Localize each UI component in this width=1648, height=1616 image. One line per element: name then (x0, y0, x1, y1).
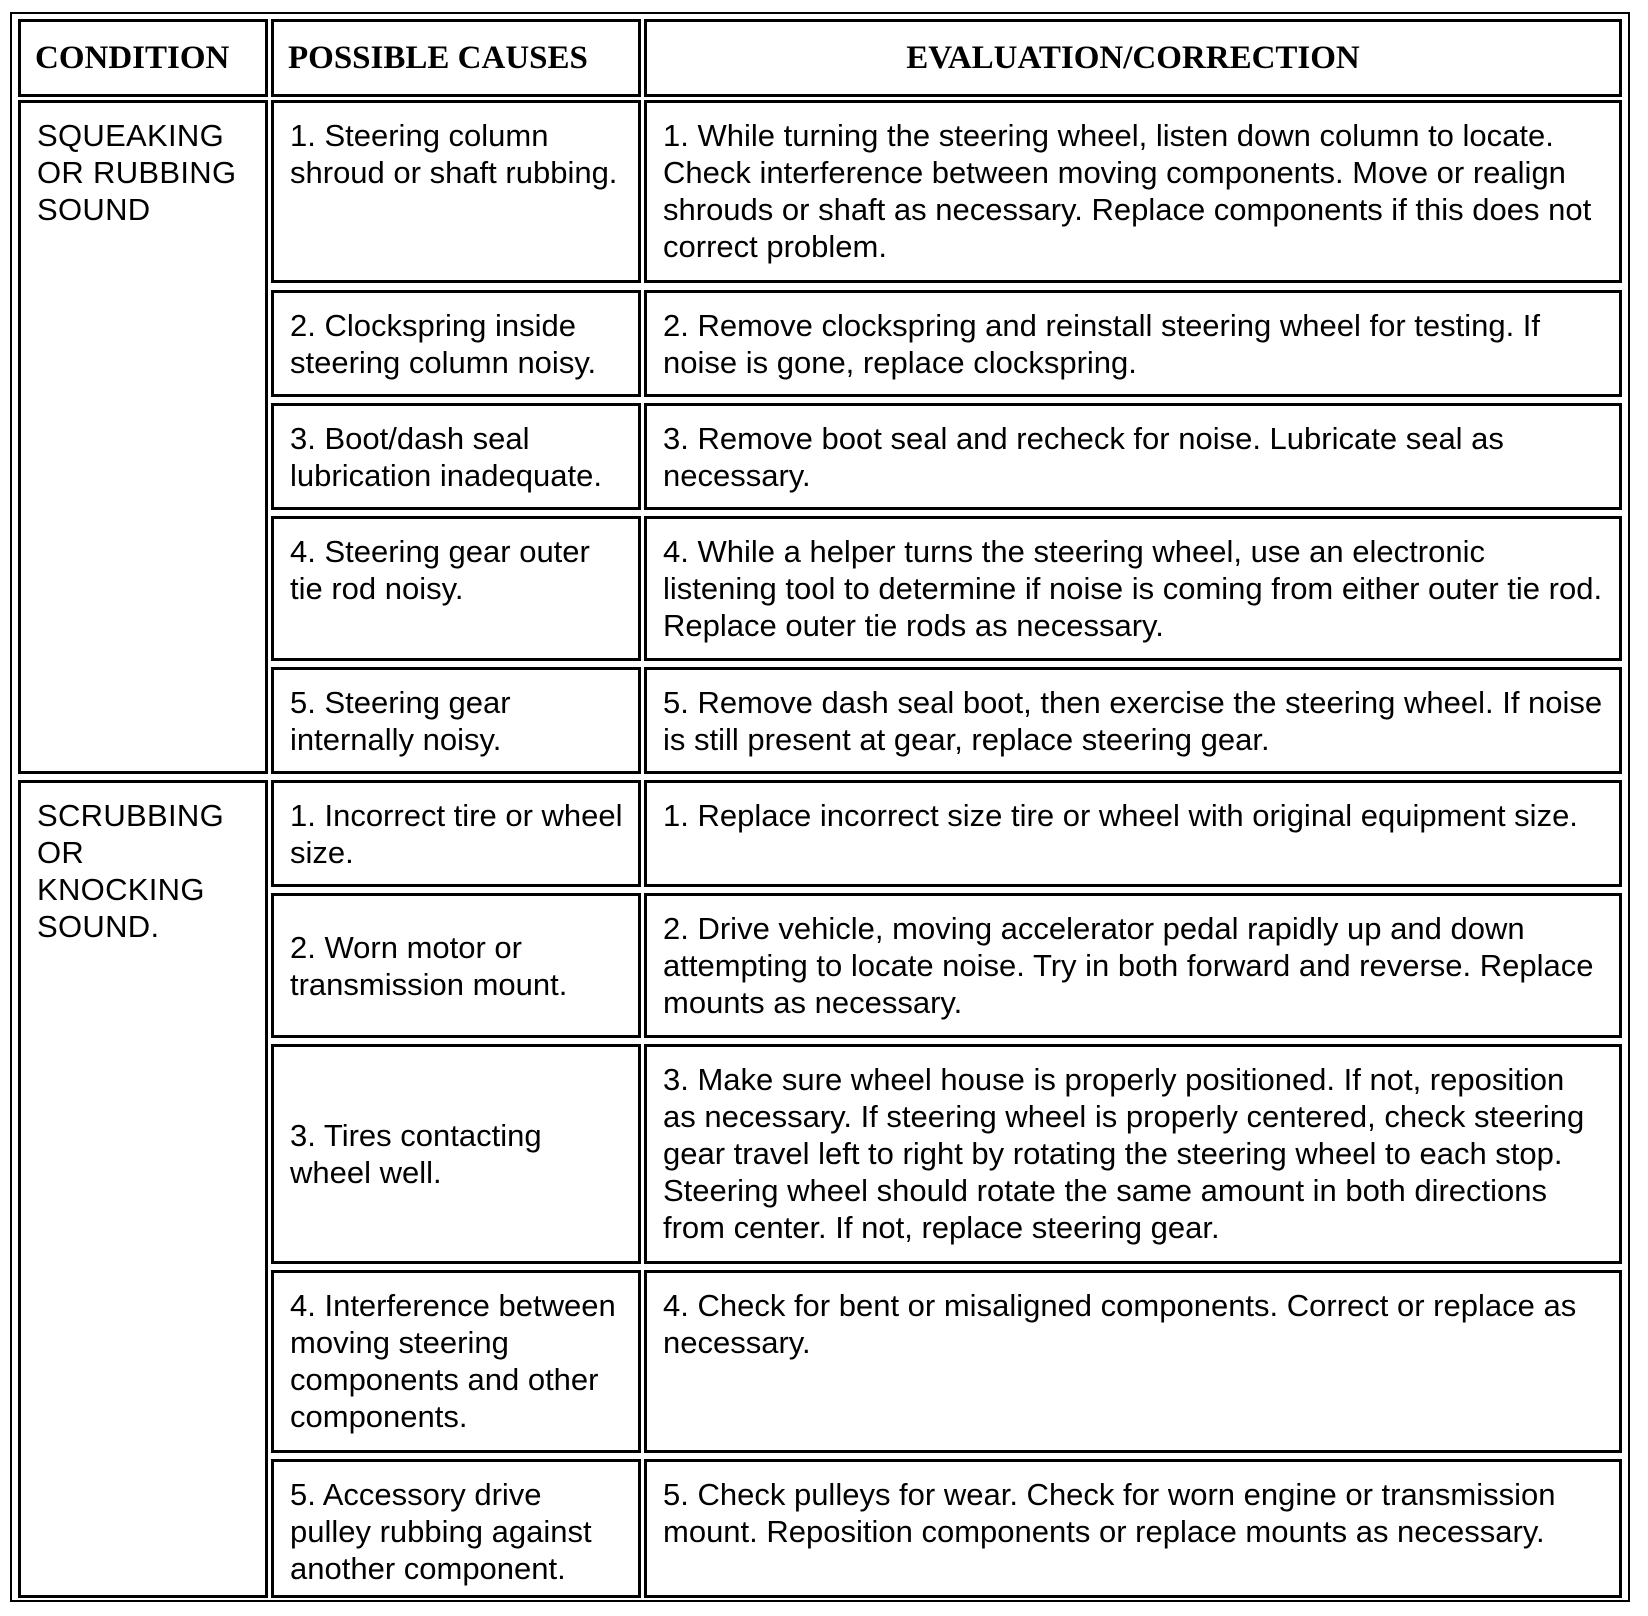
correction-cell: 5. Remove dash seal boot, then exercise the steering wheel. If noise is still present at gear, replace steering gear. (644, 667, 1622, 774)
correction-cell: 3. Make sure wheel house is properly positioned. If not, reposition as necessary. If steering wheel is properly centered, check steering gear travel left to right by rotating the steering wheel to each stop. Steering wheel should rotate the same amount in both directions from center. If not, replace steering gear. (644, 1044, 1622, 1264)
correction-cell: 5. Check pulleys for wear. Check for worn engine or transmission mount. Reposition components or replace mounts as necessary. (644, 1459, 1622, 1598)
header-possible-causes: POSSIBLE CAUSES (271, 19, 641, 97)
cause-cell: 2. Clockspring inside steering column noisy. (271, 290, 641, 397)
correction-cell: 1. While turning the steering wheel, listen down column to locate. Check interference between moving components. Move or realign shrouds or shaft as necessary. Replace components if this does not correct problem. (644, 100, 1622, 283)
cause-cell: 2. Worn motor or transmission mount. (271, 893, 641, 1038)
correction-cell: 1. Replace incorrect size tire or wheel with original equipment size. (644, 780, 1622, 887)
correction-cell: 3. Remove boot seal and recheck for noise. Lubricate seal as necessary. (644, 403, 1622, 510)
header-condition: CONDITION (18, 19, 268, 97)
cause-cell: 3. Boot/dash seal lubrication inadequate. (271, 403, 641, 510)
cause-cell: 3. Tires contacting wheel well. (271, 1044, 641, 1264)
correction-cell: 2. Remove clockspring and reinstall steering wheel for testing. If noise is gone, replace clockspring. (644, 290, 1622, 397)
correction-cell: 2. Drive vehicle, moving accelerator pedal rapidly up and down attempting to locate noise. Try in both forward and reverse. Replace mounts as necessary. (644, 893, 1622, 1038)
correction-cell: 4. Check for bent or misaligned components. Correct or replace as necessary. (644, 1270, 1622, 1453)
cause-cell: 1. Incorrect tire or wheel size. (271, 780, 641, 887)
cause-cell: 4. Steering gear outer tie rod noisy. (271, 516, 641, 661)
correction-cell: 4. While a helper turns the steering wheel, use an electronic listening tool to determine if noise is coming from either outer tie rod. Replace outer tie rods as necessary. (644, 516, 1622, 661)
condition-squeaking-rubbing: SQUEAKING OR RUBBING SOUND (18, 100, 268, 774)
cause-cell: 5. Steering gear internally noisy. (271, 667, 641, 774)
header-evaluation-correction: EVALUATION/CORRECTION (644, 19, 1622, 97)
cause-cell: 4. Interference between moving steering components and other components. (271, 1270, 641, 1453)
condition-scrubbing-knocking: SCRUBBING OR KNOCKING SOUND. (18, 780, 268, 1598)
cause-cell: 1. Steering column shroud or shaft rubbing. (271, 100, 641, 283)
cause-cell: 5. Accessory drive pulley rubbing against another component. (271, 1459, 641, 1598)
